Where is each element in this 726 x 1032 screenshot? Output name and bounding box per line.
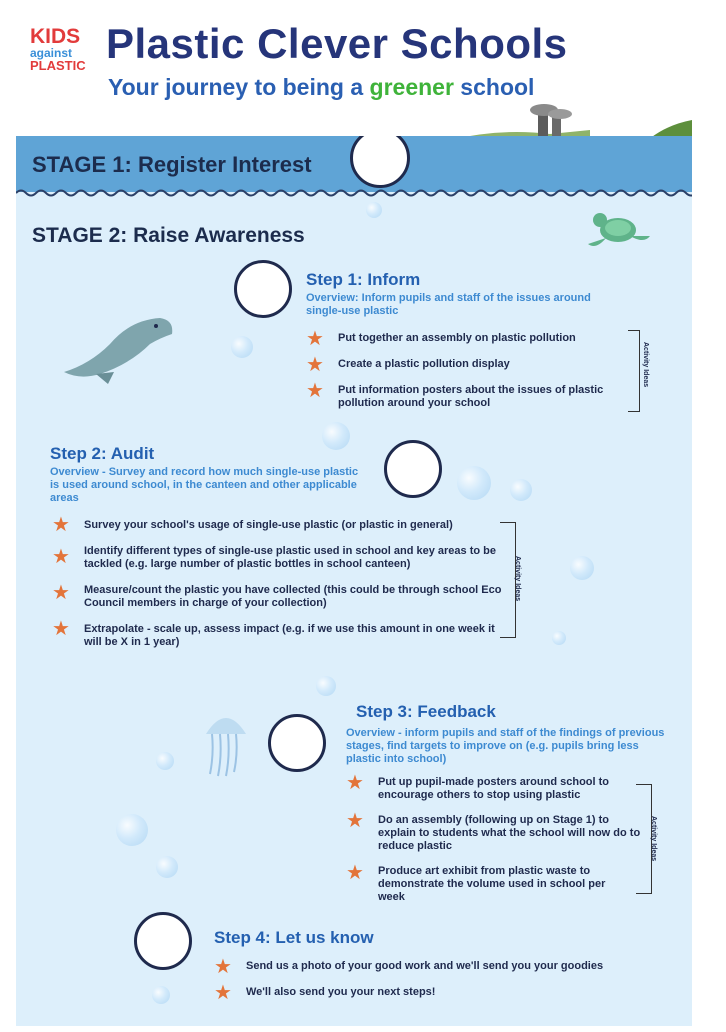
logo-line-1: KIDS — [30, 25, 81, 48]
starfish-icon: ★ — [214, 980, 232, 1004]
step-4-title: Step 4: Let us know — [214, 928, 374, 947]
turtle-icon — [584, 206, 652, 252]
activity-ideas-label: Activity Ideas — [650, 816, 657, 862]
step-1-item: Put information posters about the issues of plastic pollution around your school — [338, 384, 604, 409]
step-3-item: Produce art exhibit from plastic waste to demonstrate the volume used in school per week — [378, 865, 606, 903]
bubble-decoration — [231, 336, 253, 358]
starfish-icon: ★ — [52, 512, 70, 536]
step-1-item: Create a plastic pollution display — [338, 358, 510, 370]
page-title: Plastic Clever Schools — [106, 20, 568, 67]
stage-2-title: STAGE 2: Raise Awareness — [32, 224, 305, 247]
logo-line-2: against — [30, 46, 73, 60]
kids-against-plastic-logo — [30, 26, 98, 76]
activity-ideas-label: Activity Ideas — [514, 556, 521, 602]
activity-ideas-label: Activity Ideas — [642, 342, 649, 388]
step-2-overview: Overview - Survey and record how much single-use plastic is used around school, in the canteen and other applicable areas — [50, 466, 359, 504]
bubble-decoration — [322, 422, 350, 450]
logo-line-3: PLASTIC — [30, 58, 86, 73]
step-2-checkbox-circle[interactable] — [384, 440, 442, 498]
starfish-icon: ★ — [52, 544, 70, 568]
step-2-item: Survey your school's usage of single-use plastic (or plastic in general) — [84, 519, 453, 531]
bubble-decoration — [366, 202, 382, 218]
subtitle-part-2: school — [453, 74, 535, 100]
bubble-decoration — [152, 986, 170, 1004]
bubble-decoration — [510, 479, 532, 501]
step-2-title: Step 2: Audit — [50, 444, 155, 463]
step-1-item: Put together an assembly on plastic pollution — [338, 332, 576, 344]
starfish-icon: ★ — [306, 326, 324, 350]
wave-divider — [16, 188, 692, 198]
bubble-decoration — [156, 856, 178, 878]
bubble-decoration — [457, 466, 491, 500]
seal-icon — [60, 314, 176, 384]
step-4-item: Send us a photo of your good work and we'll send you your goodies — [246, 960, 604, 972]
starfish-icon: ★ — [214, 954, 232, 978]
poster-background — [16, 136, 692, 1026]
starfish-icon: ★ — [306, 378, 324, 402]
step-3-overview: Overview - inform pupils and staff of the findings of previous stages, find targets to improve on (e.g. pupils bring less plastic into school) — [346, 727, 665, 765]
step-3-item: Do an assembly (following up on Stage 1) to explain to students what the school will now do to reduce plastic — [378, 814, 641, 852]
step-3-item: Put up pupil-made posters around school to encourage others to stop using plastic — [378, 776, 610, 801]
step-3-checkbox-circle[interactable] — [268, 714, 326, 772]
starfish-icon: ★ — [52, 616, 70, 640]
step-3-title: Step 3: Feedback — [356, 702, 496, 721]
step-4-checkbox-circle[interactable] — [134, 912, 192, 970]
starfish-icon: ★ — [306, 352, 324, 376]
page-subtitle — [108, 74, 534, 101]
bubble-decoration — [116, 814, 148, 846]
jellyfish-icon — [202, 708, 250, 778]
step-2-item: Identify different types of single-use plastic used in school and key areas to be tackled (e.g. large number of plastic bottles in school canteen) — [84, 545, 496, 570]
step-2-item: Measure/count the plastic you have collected (this could be through school Eco Council members in charge of your collection) — [84, 584, 502, 609]
bubble-decoration — [156, 752, 174, 770]
stage-1-title: STAGE 1: Register Interest — [32, 152, 312, 177]
bubble-decoration — [570, 556, 594, 580]
starfish-icon: ★ — [346, 770, 364, 794]
starfish-icon: ★ — [52, 580, 70, 604]
step-1-title: Step 1: Inform — [306, 270, 421, 289]
subtitle-green-word: greener — [369, 74, 454, 100]
bubble-decoration — [316, 676, 336, 696]
starfish-icon: ★ — [346, 808, 364, 832]
step-1-overview: Overview: Inform pupils and staff of the issues around single-use plastic — [306, 292, 591, 317]
starfish-icon: ★ — [346, 860, 364, 884]
step-4-item: We'll also send you your next steps! — [246, 986, 436, 998]
subtitle-part-1: Your journey to being a — [108, 74, 370, 100]
step-1-checkbox-circle[interactable] — [234, 260, 292, 318]
step-2-item: Extrapolate - scale up, assess impact (e.g. if we use this amount in one week it will be X in 1 year) — [84, 623, 495, 648]
activity-bracket — [628, 330, 640, 412]
bubble-decoration — [552, 631, 566, 645]
